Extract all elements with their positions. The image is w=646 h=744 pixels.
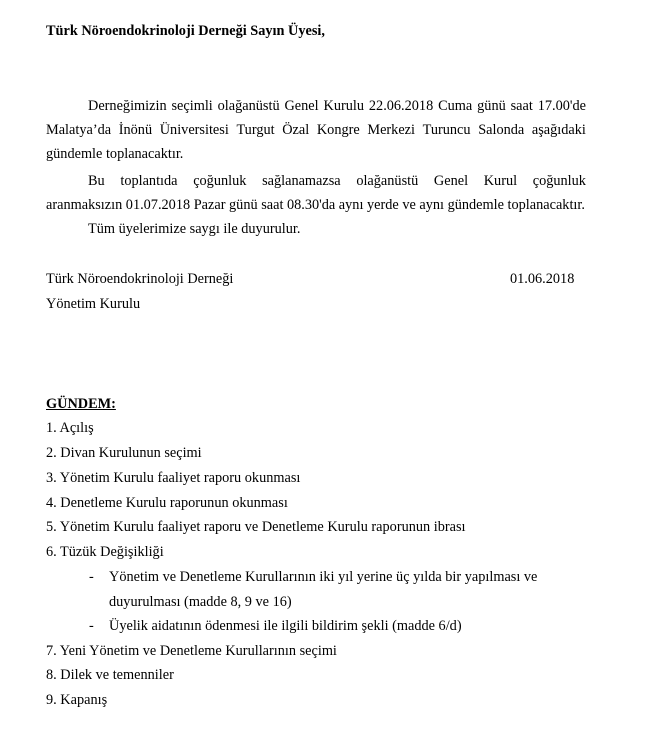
agenda-subitem-line: duyurulması (madde 8, 9 ve 16) <box>109 594 292 610</box>
word: Derneğimizin <box>88 98 167 114</box>
paragraph1-line3: gündemle toplanacaktır. <box>46 146 184 162</box>
agenda-item: 6. Tüzük Değişikliği <box>46 544 164 560</box>
word: Turuncu <box>422 122 471 138</box>
signature-date: 01.06.2018 <box>510 271 575 287</box>
word: 17.00'de <box>537 98 586 114</box>
word: Salonda <box>478 122 525 138</box>
word: Kurulu <box>323 98 365 114</box>
word: Özal <box>282 122 310 138</box>
agenda-item: 8. Dilek ve temenniler <box>46 667 174 683</box>
agenda-subitem-line: Yönetim ve Denetleme Kurullarının iki yıl yerine üç yılda bir yapılması ve <box>109 569 538 585</box>
paragraph2-line1 <box>88 172 586 190</box>
paragraph1-line2 <box>46 121 586 139</box>
agenda-subitem-dash: - <box>89 569 94 585</box>
agenda-subitem-line: Üyelik aidatının ödenmesi ile ilgili bildirim şekli (madde 6/d) <box>109 618 462 634</box>
word: Malatya’da <box>46 122 112 138</box>
word: olağanüstü <box>217 98 280 114</box>
agenda-title: GÜNDEM: <box>46 396 116 412</box>
agenda-item: 1. Açılış <box>46 420 94 436</box>
word: çoğunluk <box>532 173 586 189</box>
agenda-item: 3. Yönetim Kurulu faaliyet raporu okunması <box>46 470 301 486</box>
agenda-item: 5. Yönetim Kurulu faaliyet raporu ve Denetleme Kurulu raporunun ibrası <box>46 519 466 535</box>
agenda-item: 7. Yeni Yönetim ve Denetleme Kurullarının seçimi <box>46 643 337 659</box>
word: olağanüstü <box>356 173 419 189</box>
agenda-item: 9. Kapanış <box>46 692 108 708</box>
word: Merkezi <box>367 122 415 138</box>
word: sağlanamazsa <box>262 173 341 189</box>
agenda-item: 2. Divan Kurulunun seçimi <box>46 445 202 461</box>
word: aşağıdaki <box>531 122 586 138</box>
agenda-subitem-dash: - <box>89 618 94 634</box>
agenda-item: 4. Denetleme Kurulu raporunun okunması <box>46 495 288 511</box>
signature-board: Yönetim Kurulu <box>46 296 141 312</box>
word: seçimli <box>171 98 213 114</box>
word: 22.06.2018 <box>368 98 434 114</box>
greeting: Türk Nöroendokrinoloji Derneği Sayın Üyesi, <box>46 23 325 39</box>
word: toplantıda <box>120 173 178 189</box>
word: Kurul <box>483 173 518 189</box>
word: Cuma <box>438 98 473 114</box>
word: Genel <box>284 98 319 114</box>
word: Bu <box>88 173 105 189</box>
word: saat <box>510 98 533 114</box>
word: Kongre <box>316 122 360 138</box>
paragraph1-line1 <box>88 97 586 115</box>
word: Üniversitesi <box>159 122 229 138</box>
word: çoğunluk <box>193 173 247 189</box>
word: günü <box>477 98 506 114</box>
word: Turgut <box>236 122 275 138</box>
signature-organization: Türk Nöroendokrinoloji Derneği <box>46 271 234 287</box>
word: Genel <box>433 173 469 189</box>
paragraph3: Tüm üyelerimize saygı ile duyurulur. <box>88 221 301 237</box>
paragraph2-line2: aranmaksızın 01.07.2018 Pazar günü saat 08.30'da aynı yerde ve aynı gündemle toplanacaktır. <box>46 197 585 213</box>
word: İnönü <box>118 122 153 138</box>
